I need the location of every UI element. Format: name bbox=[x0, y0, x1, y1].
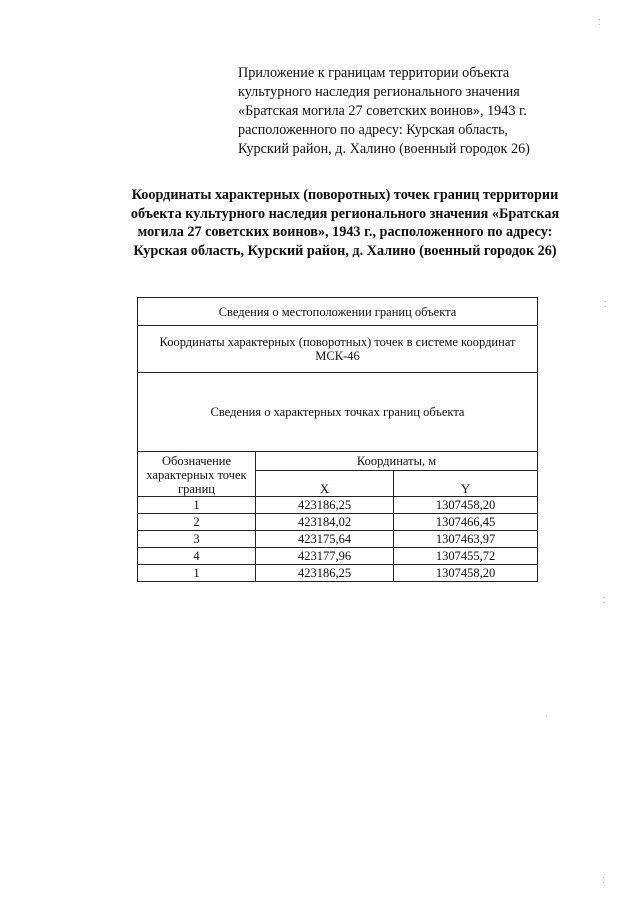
point-cell: 2 bbox=[138, 514, 256, 531]
document-title-line: Координаты характерных (поворотных) точек границ территории bbox=[131, 187, 559, 203]
coordinates-table bbox=[137, 297, 538, 582]
table-row bbox=[138, 514, 538, 531]
scan-artifact: ⁚ bbox=[602, 876, 605, 885]
table-header-row bbox=[138, 373, 538, 452]
location-header-cell: Сведения о местоположении границ объекта bbox=[138, 298, 538, 326]
appendix-note-line: расположенного по адресу: Курская область, bbox=[238, 122, 509, 138]
point-cell: 1 bbox=[138, 497, 256, 514]
coordinate-system-name: МСК-46 bbox=[315, 349, 360, 363]
document-title-line: могила 27 советских воинов», 1943 г., расположенного по адресу: bbox=[137, 224, 553, 240]
y-cell: 1307455,72 bbox=[394, 548, 538, 565]
coordinates-header-cell: Координаты, м bbox=[256, 452, 538, 471]
point-cell: 4 bbox=[138, 548, 256, 565]
designation-header-line: границ bbox=[178, 482, 215, 496]
document-title-line: Курская область, Курский район, д. Халино (военный городок 26) bbox=[133, 242, 557, 259]
x-cell: 423177,96 bbox=[256, 548, 394, 565]
table-row bbox=[138, 531, 538, 548]
scan-artifact: ⁚ bbox=[598, 18, 601, 27]
point-cell: 3 bbox=[138, 531, 256, 548]
x-cell: 423184,02 bbox=[256, 514, 394, 531]
appendix-note-line: «Братская могила 27 советских воинов», 1943 г. bbox=[238, 103, 527, 119]
appendix-note-line: Приложение к границам территории объекта bbox=[238, 65, 510, 81]
y-cell: 1307458,20 bbox=[394, 565, 538, 582]
y-cell: 1307463,97 bbox=[394, 531, 538, 548]
designation-header-cell bbox=[138, 452, 256, 497]
table-row bbox=[138, 497, 538, 514]
designation-header-line: Обозначение bbox=[161, 454, 232, 468]
appendix-note-line: Курский район, д. Халино (военный городок 26) bbox=[238, 141, 530, 157]
table-row bbox=[138, 565, 538, 582]
scan-artifact: ⁚ bbox=[603, 596, 606, 605]
appendix-note bbox=[238, 64, 578, 159]
x-cell: 423186,25 bbox=[256, 497, 394, 514]
scan-artifact: · bbox=[545, 712, 548, 721]
document-title-line: объекта культурного наследия регионального значения «Братская bbox=[130, 205, 560, 222]
table-header-row bbox=[138, 298, 538, 326]
coordinate-system-header-cell bbox=[138, 326, 538, 373]
table-header-row bbox=[138, 452, 538, 471]
designation-header-line: характерных точек bbox=[146, 468, 247, 482]
y-header-cell: Y bbox=[394, 470, 538, 496]
table-row bbox=[138, 548, 538, 565]
appendix-note-line: культурного наследия регионального значения bbox=[238, 84, 520, 100]
document-title bbox=[80, 186, 610, 260]
points-header-cell: Сведения о характерных точках границ объекта bbox=[138, 373, 538, 452]
scan-artifact: ⁚ bbox=[604, 300, 607, 309]
x-cell: 423186,25 bbox=[256, 565, 394, 582]
y-cell: 1307466,45 bbox=[394, 514, 538, 531]
y-cell: 1307458,20 bbox=[394, 497, 538, 514]
x-header-cell: X bbox=[256, 470, 394, 496]
table-header-row bbox=[138, 326, 538, 373]
x-cell: 423175,64 bbox=[256, 531, 394, 548]
point-cell: 1 bbox=[138, 565, 256, 582]
coordinate-system-header-line: Координаты характерных (поворотных) точек в системе координат bbox=[159, 335, 516, 349]
